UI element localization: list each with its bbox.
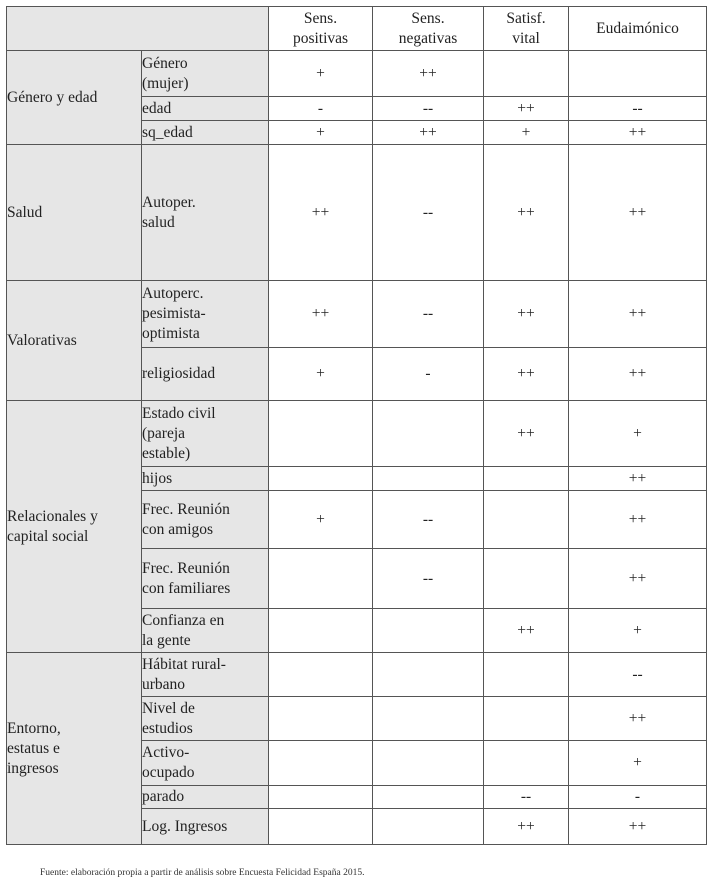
header-corner xyxy=(7,7,269,51)
var-label: Confianza en la gente xyxy=(142,609,269,653)
value-cell: - xyxy=(373,348,484,401)
value-cell: ++ xyxy=(484,281,569,348)
value-cell: ++ xyxy=(569,697,707,741)
var-label: Hábitat rural- urbano xyxy=(142,653,269,697)
group-entorno: Entorno, estatus e ingresos xyxy=(7,653,142,845)
value-cell: - xyxy=(269,97,373,121)
value-cell: ++ xyxy=(569,467,707,491)
var-label: Estado civil (pareja estable) xyxy=(142,401,269,467)
header-satisf-vital: Satisf. vital xyxy=(484,7,569,51)
value-cell: + xyxy=(569,609,707,653)
group-relacionales: Relacionales y capital social xyxy=(7,401,142,653)
value-cell: ++ xyxy=(569,491,707,549)
var-label: religiosidad xyxy=(142,348,269,401)
value-cell: ++ xyxy=(569,809,707,845)
value-cell: -- xyxy=(373,549,484,609)
value-cell xyxy=(269,609,373,653)
var-label: Autoper. salud xyxy=(142,145,269,281)
value-cell: + xyxy=(569,401,707,467)
value-cell: ++ xyxy=(569,281,707,348)
results-table xyxy=(6,6,707,845)
value-cell: ++ xyxy=(373,51,484,97)
header-eudaimonico: Eudaimónico xyxy=(569,7,707,51)
value-cell: -- xyxy=(373,491,484,549)
value-cell: ++ xyxy=(484,97,569,121)
value-cell: -- xyxy=(569,653,707,697)
value-cell xyxy=(373,653,484,697)
value-cell xyxy=(373,467,484,491)
value-cell xyxy=(269,697,373,741)
header-sens-positivas: Sens. positivas xyxy=(269,7,373,51)
group-salud: Salud xyxy=(7,145,142,281)
group-genero-edad: Género y edad xyxy=(7,51,142,145)
value-cell: ++ xyxy=(569,348,707,401)
value-cell xyxy=(484,467,569,491)
value-cell: ++ xyxy=(569,549,707,609)
value-cell: ++ xyxy=(484,401,569,467)
value-cell xyxy=(484,549,569,609)
value-cell: -- xyxy=(569,97,707,121)
header-row xyxy=(7,7,707,51)
value-cell xyxy=(373,809,484,845)
var-label: parado xyxy=(142,786,269,809)
value-cell: ++ xyxy=(269,145,373,281)
value-cell xyxy=(269,549,373,609)
value-cell: -- xyxy=(373,145,484,281)
var-label: Activo- ocupado xyxy=(142,741,269,786)
table-row xyxy=(7,281,707,348)
value-cell xyxy=(484,653,569,697)
value-cell xyxy=(269,809,373,845)
value-cell xyxy=(373,786,484,809)
value-cell: + xyxy=(269,491,373,549)
header-sens-negativas: Sens. negativas xyxy=(373,7,484,51)
table-row xyxy=(7,653,707,697)
value-cell: -- xyxy=(373,97,484,121)
value-cell xyxy=(269,786,373,809)
value-cell: + xyxy=(269,51,373,97)
value-cell: + xyxy=(569,741,707,786)
value-cell: ++ xyxy=(484,809,569,845)
var-label: Autoperc. pesimista- optimista xyxy=(142,281,269,348)
table-row xyxy=(7,145,707,281)
value-cell xyxy=(569,51,707,97)
var-label: Género (mujer) xyxy=(142,51,269,97)
table-row xyxy=(7,51,707,97)
value-cell: ++ xyxy=(569,121,707,145)
value-cell xyxy=(373,609,484,653)
value-cell xyxy=(373,697,484,741)
value-cell xyxy=(269,741,373,786)
var-label: Frec. Reunión con familiares xyxy=(142,549,269,609)
var-label: hijos xyxy=(142,467,269,491)
value-cell xyxy=(373,401,484,467)
value-cell xyxy=(484,697,569,741)
value-cell: ++ xyxy=(269,281,373,348)
var-label: Nivel de estudios xyxy=(142,697,269,741)
var-label: Frec. Reunión con amigos xyxy=(142,491,269,549)
var-label: Log. Ingresos xyxy=(142,809,269,845)
value-cell xyxy=(269,653,373,697)
value-cell: + xyxy=(484,121,569,145)
value-cell xyxy=(484,51,569,97)
var-label: edad xyxy=(142,97,269,121)
value-cell: + xyxy=(269,121,373,145)
table-row xyxy=(7,401,707,467)
value-cell: ++ xyxy=(373,121,484,145)
value-cell: + xyxy=(269,348,373,401)
var-label: sq_edad xyxy=(142,121,269,145)
source-footnote: Fuente: elaboración propia a partir de análisis sobre Encuesta Felicidad España 2015. xyxy=(40,868,365,878)
value-cell: ++ xyxy=(569,145,707,281)
value-cell: -- xyxy=(484,786,569,809)
value-cell: - xyxy=(569,786,707,809)
value-cell: ++ xyxy=(484,609,569,653)
group-valorativas: Valorativas xyxy=(7,281,142,401)
value-cell: -- xyxy=(373,281,484,348)
value-cell: ++ xyxy=(484,348,569,401)
value-cell xyxy=(373,741,484,786)
value-cell xyxy=(269,401,373,467)
value-cell xyxy=(269,467,373,491)
value-cell xyxy=(484,491,569,549)
value-cell: ++ xyxy=(484,145,569,281)
value-cell xyxy=(484,741,569,786)
